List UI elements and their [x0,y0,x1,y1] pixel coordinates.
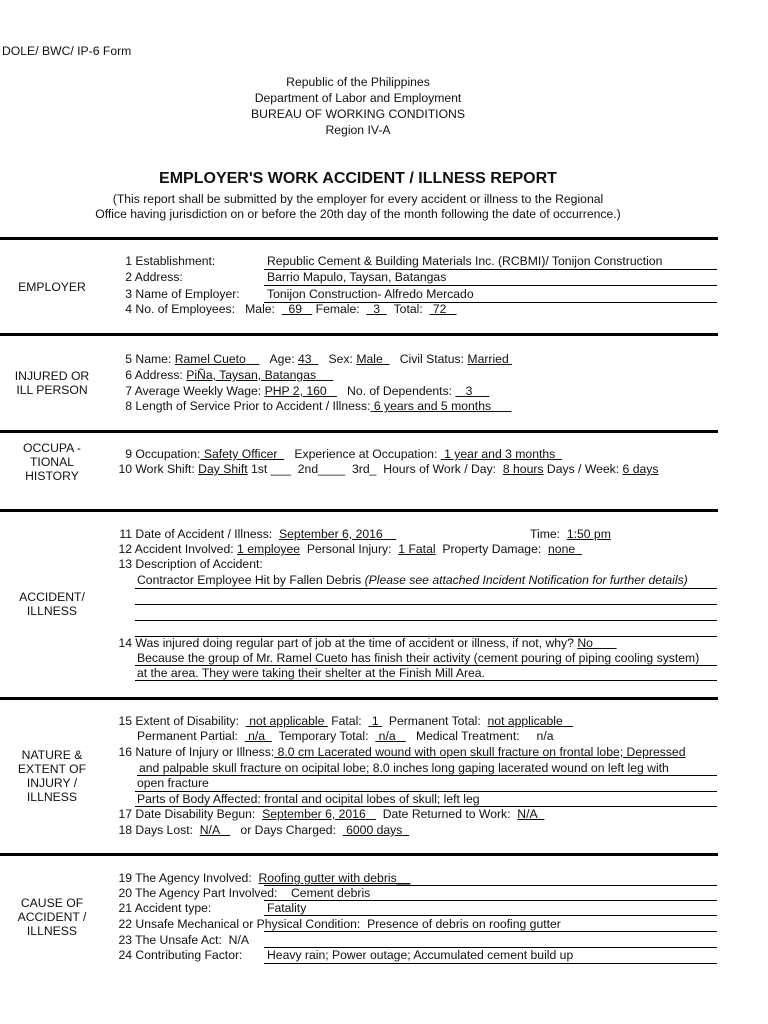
header-line-4: Region IV-A [325,123,391,137]
field-date-begun: 17 Date Disability Begun: September 6, 2016 Date Returned to Work: N/A [118,807,538,821]
field-unsafe-condition: 22 Unsafe Mechanical or Physical Condition: Presence of debris on roofing gutter [118,917,561,931]
section-label-injured: INJURED OR ILL PERSON [14,369,90,397]
field-work-shift: 10 Work Shift: Day Shift 1st ___ 2nd____ 3rd_ Hours of Work / Day: 8 hours Days / Week: 6 days [118,462,659,476]
header-line-2: Department of Labor and Employment [254,91,462,105]
field-description-label: 13 Description of Accident: [118,557,263,571]
header-line-3: BUREAU OF WORKING CONDITIONS [251,107,465,121]
section-divider [0,853,718,856]
underline [264,963,717,964]
field-unsafe-act: 23 The Unsafe Act: N/A [118,933,249,947]
field-accident-time: Time: 1:50 pm [530,527,611,541]
subtitle-line-1: (This report shall be submitted by the employer for every accident or illness to the Regional [112,192,604,206]
field-injury-3: open fracture [137,776,209,790]
field-accident-involved: 12 Accident Involved: 1 employee Personal Injury: 1 Fatal Property Damage: none [118,542,576,556]
field-reason-2: at the area. They were taking their shelter at the Finish Mill Area. [137,666,485,680]
section-divider [0,697,718,700]
field-accident-date: 11 Date of Accident / Illness: September 6, 2016 [119,527,383,541]
field-contributing-factor: 24 Contributing Factor: [118,948,243,962]
field-agency: 19 The Agency Involved: Roofing gutter with debris__ [118,871,411,885]
section-divider [0,430,718,433]
underline [137,775,717,776]
field-agency-part: 20 The Agency Part Involved: Cement debris [118,886,371,900]
section-label-nature: NATURE & EXTENT OF INJURY / ILLNESS [17,748,87,804]
value-address: Barrio Mapulo, Taysan, Batangas [267,270,447,284]
section-divider [0,333,718,336]
field-partial: Permanent Partial: n/a Temporary Total: n/a Medical Treatment: n/a [137,729,554,743]
page-title: EMPLOYER'S WORK ACCIDENT / ILLNESS REPORT [159,170,557,187]
field-regular-job: 14 Was injured doing regular part of job at the time of accident or illness, if not, why? No [118,636,593,650]
underline [264,915,717,916]
value-accident-type: Fatality [267,901,307,915]
field-employer-name: 3 Name of Employer: [125,287,240,301]
form-code: DOLE/ BWC/ IP-6 Form [2,44,132,58]
underline [135,604,717,605]
section-label-occupational: OCCUPA - TIONAL HISTORY [22,441,81,483]
field-disability: 15 Extent of Disability: not applicable Fatal: 1 Permanent Total: not applicable [118,714,563,728]
underline [135,588,717,589]
section-label-accident: ACCIDENT/ ILLNESS [19,590,85,618]
field-establishment: 1 Establishment: [125,254,216,268]
field-address: 2 Address: [125,270,183,284]
underline [264,285,717,286]
field-injury-nature: 16 Nature of Injury or Illness: 8.0 cm Lacerated wound with open skull fracture on frontal lobe; Depressed [118,745,686,759]
underline [264,931,717,932]
value-contributing-factor: Heavy rain; Power outage; Accumulated cement build up [267,948,574,962]
field-wage: 7 Average Weekly Wage: PHP 2, 160 No. of Dependents: 3 [125,384,473,398]
value-employer-name: Tonijon Construction- Alfredo Mercado [267,287,474,301]
field-reason-1: Because the group of Mr. Ramel Cueto has finish their activity (cement pouring of piping cooling system) [137,651,700,665]
field-description: Contractor Employee Hit by Fallen Debris (Please see attached Incident Notification for further details) [137,573,688,587]
header-line-1: Republic of the Philippines [286,75,430,89]
field-occupation: 9 Occupation: Safety Officer Experience at Occupation: 1 year and 3 months [125,447,556,461]
field-days-lost: 18 Days Lost: N/A or Days Charged: 6000 days [118,823,403,837]
subtitle-line-2: Office having jurisdiction on or before the 20th day of the month following the date of occurrence.) [95,207,621,221]
section-label-cause: CAUSE OF ACCIDENT / ILLNESS [17,896,87,938]
field-service: 8 Length of Service Prior to Accident / Illness: 6 years and 5 months [125,399,492,413]
section-label-employer: EMPLOYER [18,280,86,294]
field-employees: 4 No. of Employees: Male: 69 Female: 3 Total: 72 [125,302,447,316]
section-divider [0,509,718,512]
underline [135,620,717,621]
section-divider [0,237,718,240]
underline [264,900,717,901]
field-body-parts: Parts of Body Affected: frontal and ocipital lobes of skull; left leg [137,792,480,806]
underline [135,680,717,681]
field-injury-2: and palpable skull fracture on ocipital lobe; 8.0 inches long gaping lacerated wound on left leg with [139,761,669,775]
field-accident-type: 21 Accident type: [118,901,212,915]
value-establishment: Republic Cement & Building Materials Inc. (RCBMI)/ Tonijon Construction [267,254,663,268]
field-injured-address: 6 Address: PiÑa, Taysan, Batangas [125,368,317,382]
field-injured-name: 5 Name: Ramel Cueto Age: 43 Sex: Male Civil Status: Married [125,352,509,366]
